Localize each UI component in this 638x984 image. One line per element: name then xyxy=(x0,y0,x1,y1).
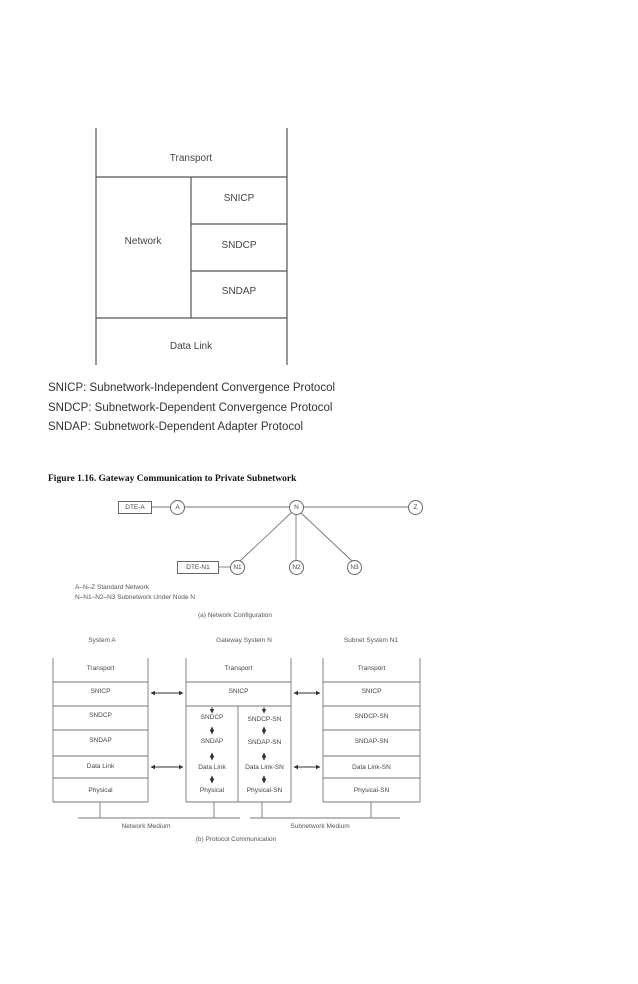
caption-protocol-communication: (b) Protocol Communication xyxy=(195,836,277,843)
gateway-physical-sn: Physical-SN xyxy=(246,787,283,794)
node-n: N xyxy=(289,500,304,515)
node-z: Z xyxy=(408,500,423,515)
figure-title: Figure 1.16. Gateway Communication to Private Subnetwork xyxy=(48,474,297,484)
gateway-system-title: Gateway System N xyxy=(216,637,272,644)
data-link-layer-label: Data Link xyxy=(169,341,213,352)
subnetwork-medium-label: Subnetwork Medium xyxy=(290,823,350,830)
system-a-sndap: SNDAP xyxy=(89,737,112,744)
gateway-sndap-sn: SNDAP-SN xyxy=(247,739,282,746)
node-a: A xyxy=(170,500,185,515)
network-medium-label: Network Medium xyxy=(121,823,171,830)
subnet-sndap-sn: SNDAP-SN xyxy=(354,738,389,745)
transport-layer-label: Transport xyxy=(169,153,213,164)
gateway-sndcp-sn: SNDCP-SN xyxy=(247,716,282,723)
gateway-transport: Transport xyxy=(224,665,253,672)
node-n3: N3 xyxy=(347,560,362,575)
snicp-sublayer-label: SNICP xyxy=(223,193,255,204)
network-layer-label: Network xyxy=(124,236,162,247)
subnet-data-link-sn: Data Link-SN xyxy=(352,764,391,771)
subnet-transport: Transport xyxy=(357,665,386,672)
caption-network-configuration: (a) Network Configuration xyxy=(197,612,273,619)
legend-sndcp: SNDCP: Subnetwork-Dependent Convergence Protocol xyxy=(48,402,333,414)
system-a-transport: Transport xyxy=(86,665,115,672)
note-standard-network: A–N–Z Standard Network xyxy=(75,584,150,591)
note-subnetwork: N–N1–N2–N3 Subnetwork Under Node N xyxy=(75,594,195,601)
gateway-sndcp: SNDCP xyxy=(200,714,224,721)
dte-n1-box: DTE-N1 xyxy=(177,561,219,574)
system-a-physical: Physical xyxy=(88,787,113,794)
gateway-sndap: SNDAP xyxy=(200,738,224,745)
network-layer-stack-diagram xyxy=(0,0,638,370)
system-a-title: System A xyxy=(88,637,116,644)
system-a-sndcp: SNDCP xyxy=(89,712,112,719)
dte-a-box: DTE-A xyxy=(118,501,152,514)
gateway-data-link-sn: Data Link-SN xyxy=(245,764,284,771)
system-a-snicp: SNICP xyxy=(90,688,111,695)
gateway-snicp: SNICP xyxy=(228,688,249,695)
subnet-snicp: SNICP xyxy=(361,688,382,695)
subnet-system-title: Subnet System N1 xyxy=(343,637,399,644)
sndap-sublayer-label: SNDAP xyxy=(221,286,257,297)
subnet-sndcp-sn: SNDCP-SN xyxy=(354,713,389,720)
node-n2: N2 xyxy=(289,560,304,575)
gateway-physical: Physical xyxy=(199,787,225,794)
network-configuration-links xyxy=(0,490,638,590)
legend-snicp: SNICP: Subnetwork-Independent Convergence Protocol xyxy=(48,382,336,394)
legend-sndap: SNDAP: Subnetwork-Dependent Adapter Protocol xyxy=(48,421,304,433)
gateway-data-link: Data Link xyxy=(198,764,226,771)
system-a-data-link: Data Link xyxy=(86,763,115,770)
subnet-physical-sn: Physical-SN xyxy=(353,787,390,794)
sndcp-sublayer-label: SNDCP xyxy=(221,240,257,251)
node-n1: N1 xyxy=(230,560,245,575)
